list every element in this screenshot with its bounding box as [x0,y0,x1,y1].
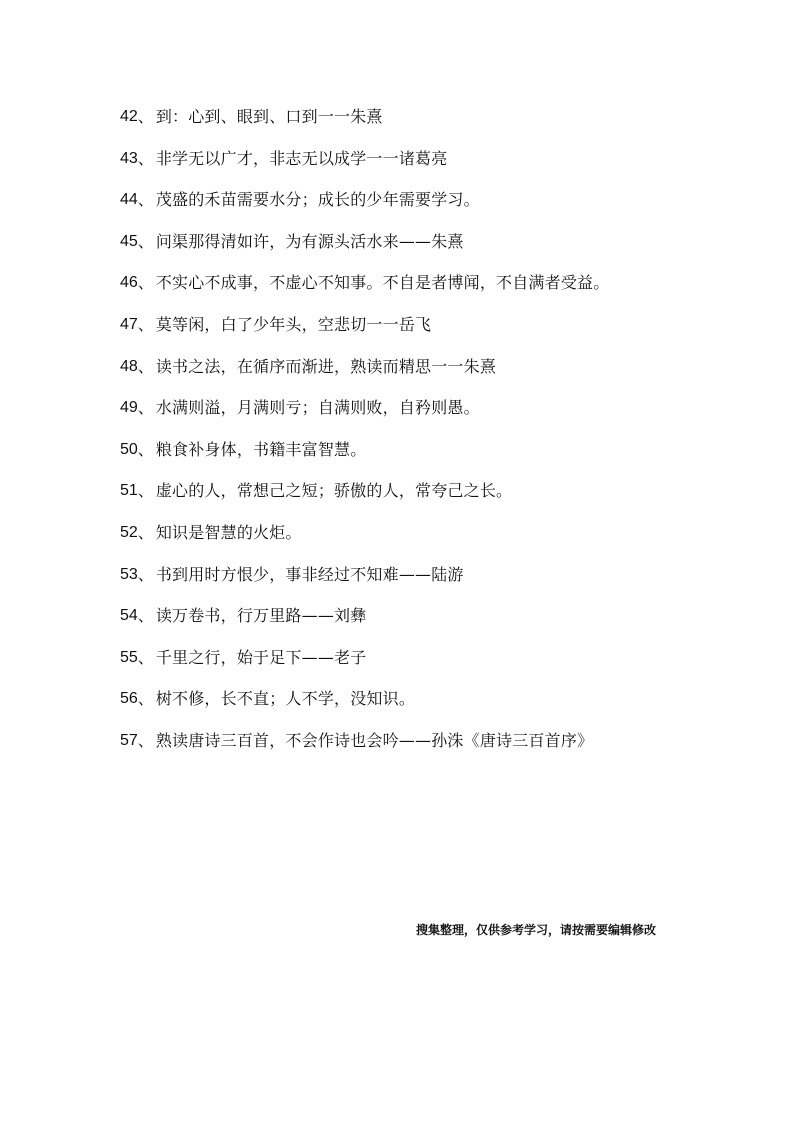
quote-number: 57 [120,731,138,749]
quote-separator: 、 [137,231,154,251]
quote-number: 53 [120,565,138,583]
list-item [120,686,740,728]
list-item [120,562,740,604]
quote-text: 到：心到、眼到、口到一一朱熹 [155,107,383,126]
quote-separator: 、 [137,730,154,750]
quote-separator: 、 [137,107,154,126]
quote-number: 52 [120,523,138,541]
list-item [120,146,740,188]
quote-text: 非学无以广才，非志无以成学一一诸葛亮 [155,148,448,168]
list-item [120,728,740,770]
quote-number: 46 [120,274,138,292]
quote-text: 不实心不成事，不虚心不知事。不自是者博闻，不自满者受益。 [155,273,610,293]
list-item [120,478,740,520]
quote-number: 49 [120,399,138,417]
quote-separator: 、 [137,398,154,418]
quote-text: 千里之行，始于足下——老子 [155,647,367,667]
quote-text: 知识是智慧的火炬。 [155,522,302,542]
quote-number: 48 [120,357,138,375]
quote-text: 问渠那得清如许，为有源头活水来——朱熹 [155,231,464,251]
quote-separator: 、 [137,647,154,667]
list-item [120,312,740,354]
quote-separator: 、 [137,190,154,210]
quote-separator: 、 [137,273,154,293]
quote-number: 51 [120,482,138,500]
quote-separator: 、 [137,314,154,334]
quote-text: 熟读唐诗三百首，不会作诗也会吟——孙洙《唐诗三百首序》 [155,730,594,750]
list-item [120,645,740,687]
list-item [120,603,740,645]
quote-separator: 、 [137,481,154,501]
quote-number: 44 [120,191,138,209]
list-item [120,270,740,312]
quote-text: 读万卷书，行万里路——刘彝 [155,606,367,626]
quote-separator: 、 [137,522,154,542]
list-item [120,104,740,146]
quote-separator: 、 [137,689,154,709]
quote-number: 47 [120,315,138,333]
quote-separator: 、 [137,439,154,459]
quote-number: 54 [120,607,138,625]
quote-text: 莫等闲，白了少年头，空悲切一一岳飞 [155,314,432,334]
quote-number: 42 [120,108,138,125]
list-item [120,395,740,437]
quote-number: 55 [120,648,138,666]
list-item [120,437,740,479]
quote-text: 水满则溢，月满则亏；自满则败，自矜则愚。 [155,398,480,418]
quote-separator: 、 [137,148,154,168]
list-item [120,354,740,396]
quote-number: 56 [120,690,138,708]
quote-separator: 、 [137,564,154,584]
quote-text: 树不修，长不直；人不学，没知识。 [155,689,416,709]
quote-text: 虚心的人，常想己之短；骄傲的人，常夸己之长。 [155,481,513,501]
quote-text: 粮食补身体，书籍丰富智慧。 [155,439,367,459]
footer-note: 搜集整理，仅供参考学习，请按需要编辑修改 [416,923,657,937]
quote-number: 45 [120,232,138,250]
list-item [120,187,740,229]
quote-separator: 、 [137,606,154,626]
quote-number: 43 [120,149,138,167]
quote-text: 书到用时方恨少，事非经过不知难——陆游 [155,564,464,584]
quote-list [120,104,740,770]
quote-text: 茂盛的禾苗需要水分；成长的少年需要学习。 [155,190,480,210]
quote-text: 读书之法，在循序而渐进，熟读而精思一一朱熹 [155,356,497,376]
quote-separator: 、 [137,356,154,376]
quote-number: 50 [120,440,138,458]
list-item [120,229,740,271]
list-item [120,520,740,562]
